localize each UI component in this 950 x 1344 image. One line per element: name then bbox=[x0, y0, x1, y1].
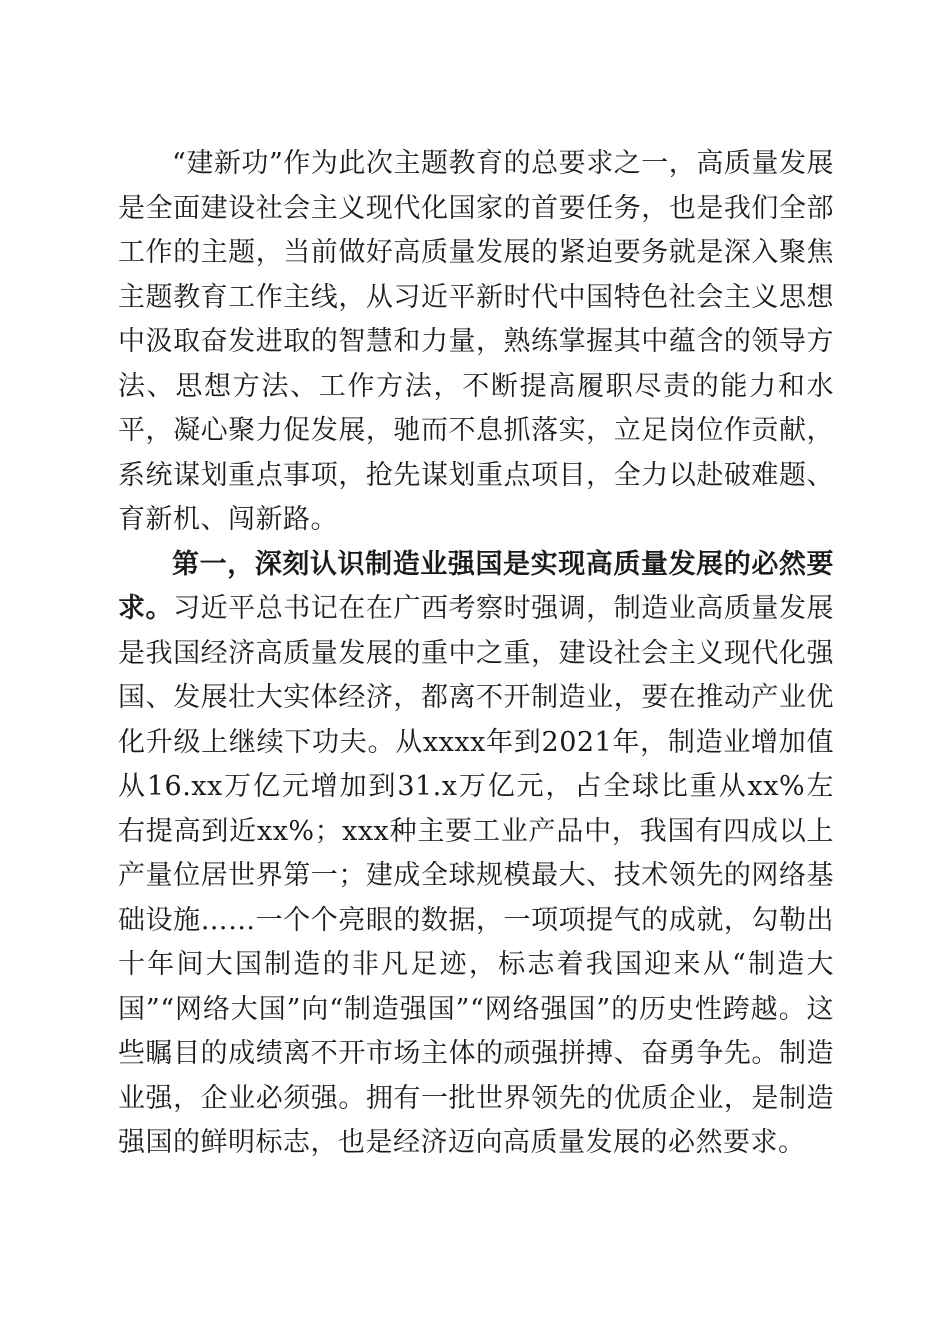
paragraph-lead-sentence: 第一，深刻认识制造业强国是实现高质量发展的必然要求。 bbox=[118, 548, 834, 624]
document-body bbox=[118, 142, 834, 1166]
paragraph-first-point bbox=[118, 543, 834, 1166]
paragraph-body-text: 习近平总书记在在广西考察时强调，制造业高质量发展是我国经济高质量发展的重中之重，建设社会主义现代化强国、发展壮大实体经济，都离不开制造业，要在推动产业优化升级上继续下功夫。从xxxx年到2021年，制造业增加值从16.xx万亿元增加到31.x万亿元，占全球比重从xx%左右提高到近xx%；xxx种主要工业产品中，我国有四成以上产量位居世界第一；建成全球规模最大、技术领先的网络基础设施……一个个亮眼的数据，一项项提气的成就，勾勒出十年间大国制造的非凡足迹，标志着我国迎来从“制造大国”“网络大国”向“制造强国”“网络强国”的历史性跨越。这些瞩目的成绩离不开市场主体的顽强拼搏、奋勇争先。制造业强，企业必须强。拥有一批世界领先的优质企业，是制造强国的鲜明标志，也是经济迈向高质量发展的必然要求。 bbox=[118, 593, 835, 1158]
paragraph-intro: “建新功”作为此次主题教育的总要求之一，高质量发展是全面建设社会主义现代化国家的首要任务，也是我们全部工作的主题，当前做好高质量发展的紧迫要务就是深入聚焦主题教育工作主线，从习近平新时代中国特色社会主义思想中汲取奋发进取的智慧和力量，熟练掌握其中蕴含的领导方法、思想方法、工作方法，不断提高履职尽责的能力和水平，凝心聚力促发展，驰而不息抓落实，立足岗位作贡献，系统谋划重点事项，抢先谋划重点项目，全力以赴破难题、育新机、闯新路。 bbox=[118, 148, 834, 535]
